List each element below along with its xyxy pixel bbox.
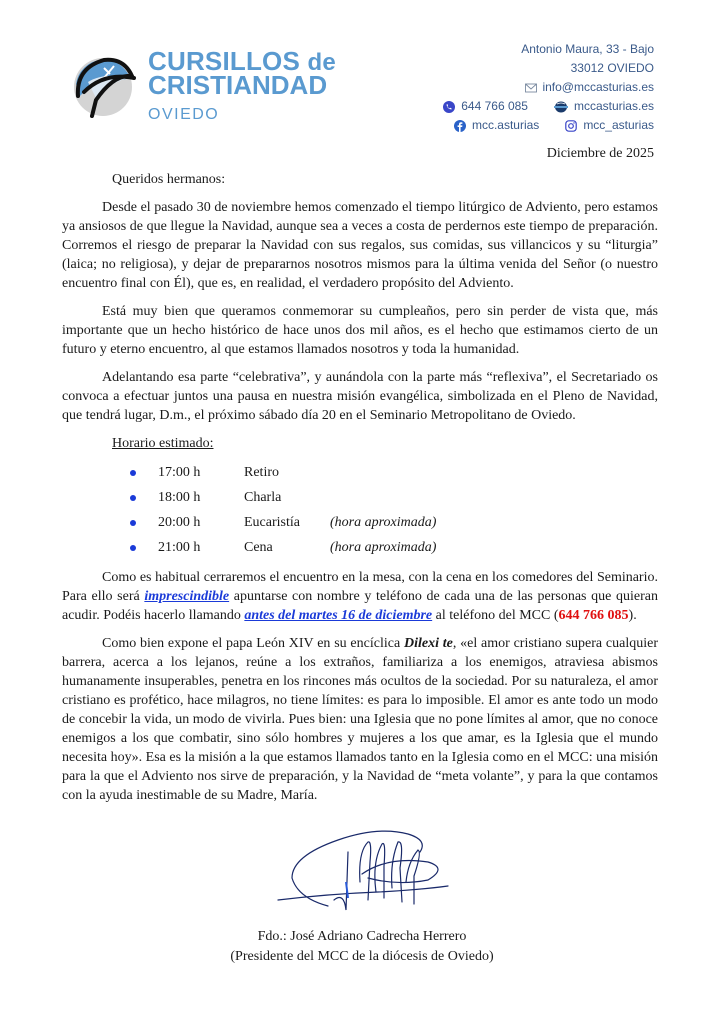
logo-title-1: CURSILLOS	[148, 46, 301, 76]
schedule-activity: Charla	[244, 490, 282, 505]
mcc-logo	[70, 46, 360, 125]
facebook-icon	[454, 120, 466, 132]
schedule-title: Horario estimado:	[112, 436, 214, 451]
instagram-icon	[565, 120, 577, 132]
letter-body	[62, 170, 658, 814]
emphasis-deadline: antes del martes 16 de diciembre	[244, 608, 433, 623]
bullet-icon	[130, 520, 136, 526]
logo-globe-icon	[70, 52, 136, 118]
mcc-phone: 644 766 085	[558, 608, 629, 623]
bullet-icon	[130, 545, 136, 551]
mail-icon	[525, 82, 537, 94]
text-span: , «el amor cristiano supera cualquier barrera, acerca a los lejanos, reúne a los extraños, familiariza a los enemigos, atraviesa abismos humanamente insuperables, penetra en los rincones más ocultos de la sociedad. Por su naturaleza, el amor cristiano es profético, hace milagros, no tiene límites: es para lo imposible. El amor es ante todo un modo de concebir la vida, un modo de vivirla. Pues bien: una Iglesia que no pone límites al amor, que no conoce enemigos a los que combatir, sino sólo hombres y mujeres a los que amar, es la Iglesia que el mundo necesita hoy». Esa es la misión a la que estamos llamados tanto en la Iglesia como en el MCC: una misión para la que el Adviento nos sirve de preparación, y la Navidad de “meta volante”, y para la que contamos con la ayuda inestimable de su Madre, María.	[62, 636, 658, 803]
address-line-1: Antonio Maura, 33 - Bajo	[521, 42, 654, 56]
schedule-activity: Cena	[244, 540, 273, 555]
encyclical-title: Dilexi te	[403, 636, 453, 651]
paragraph-1: Desde el pasado 30 de noviembre hemos comenzado el tiempo litúrgico de Adviento, pero estamos ya ansiosos de que llegue la Navidad, aunque sea a veces a costa de perdernos este tiempo de preparación. Corremos el riesgo de preparar la Navidad con sus regalos, sus comidas, sus villancicos y su “liturgia” (laica; no religiosa), y dejar de prepararnos nosotros mismos para la última venida del Señor (o nuestro encuentro final con Él), que es, en realidad, el verdadero propósito del Adviento.	[62, 200, 658, 291]
emphasis-imprescindible: imprescindible	[144, 589, 230, 604]
facebook-link[interactable]: mcc.asturias	[471, 118, 540, 132]
schedule-time: 18:00 h	[158, 490, 201, 505]
schedule-note: (hora aproximada)	[330, 540, 437, 555]
text-span: Como es habitual cerraremos el encuentro en la mesa, con la cena en los comedores del Seminario. Para ello será	[62, 570, 658, 604]
schedule-item	[62, 460, 658, 485]
schedule-item	[62, 510, 658, 535]
phone-link[interactable]: 644 766 085	[461, 99, 528, 113]
schedule-item	[62, 535, 658, 560]
schedule-activity: Eucaristía	[244, 515, 300, 530]
bullet-icon	[130, 470, 136, 476]
text-span: al teléfono del MCC (	[432, 608, 559, 623]
text-span: Como bien expone el papa León XIV en su encíclica	[102, 636, 404, 651]
logo-title-de: de	[307, 49, 336, 76]
schedule-time: 21:00 h	[158, 540, 201, 555]
logo-subtitle: OVIEDO	[148, 106, 220, 123]
letter-date: Diciembre de 2025	[546, 146, 654, 161]
schedule-list	[62, 460, 658, 560]
schedule-item	[62, 485, 658, 510]
schedule-time: 17:00 h	[158, 465, 201, 480]
phone-icon	[443, 101, 455, 113]
greeting: Queridos hermanos:	[112, 172, 226, 187]
handwritten-signature	[268, 822, 458, 914]
text-span: apuntarse con nombre y teléfono de cada una de las personas que quieran acudir. Podéis hacerlo llamando	[62, 589, 658, 623]
signatory-title: (Presidente del MCC de la diócesis de Oviedo)	[230, 949, 494, 964]
schedule-time: 20:00 h	[158, 515, 201, 530]
contact-info	[394, 40, 654, 135]
signatory	[0, 927, 724, 967]
text-span: ).	[628, 608, 637, 623]
bullet-icon	[130, 495, 136, 501]
globe-icon	[554, 101, 568, 113]
instagram-link[interactable]: mcc_asturias	[583, 118, 654, 132]
address-line-2: 33012 OVIEDO	[570, 61, 654, 75]
paragraph-2: Está muy bien que queramos conmemorar su cumpleaños, pero sin perder de vista que, más importante que un hecho histórico de hace unos dos mil años, es el hecho que estimamos cierto de un futuro y eterno encuentro, al que estamos llamados nosotros y toda la humanidad.	[62, 304, 658, 357]
paragraph-5	[62, 634, 658, 805]
logo-title-2: CRISTIANDAD	[148, 70, 328, 100]
paragraph-3: Adelantando esa parte “celebrativa”, y aunándola con la parte más “reflexiva”, el Secretariado os convoca a efectuar juntos una pausa en nuestra misión evangélica, simbolizada en el Pleno de Navidad, que tendrá lugar, D.m., el próximo sábado día 20 en el Seminario Metropolitano de Oviedo.	[62, 370, 658, 423]
email-link[interactable]: info@mccasturias.es	[542, 80, 654, 94]
schedule-note: (hora aproximada)	[330, 515, 437, 530]
signatory-name: Fdo.: José Adriano Cadrecha Herrero	[257, 929, 467, 944]
website-link[interactable]: mccasturias.es	[573, 99, 654, 113]
schedule-activity: Retiro	[244, 465, 279, 480]
paragraph-4	[62, 568, 658, 625]
